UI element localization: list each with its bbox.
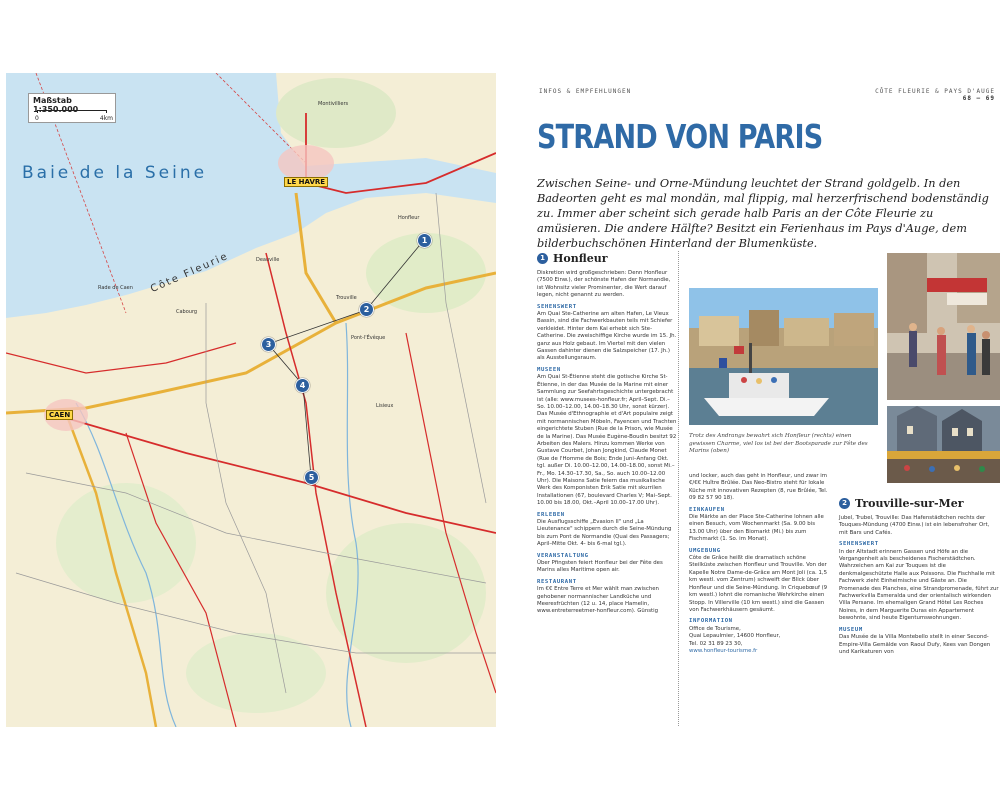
- trouville-museum: Das Musée de la Villa Montebello stellt in einer Second-Empire-Villa Gemälde von Raoul Dufy, Kees van Dongen und Karikaturen von: [839, 634, 991, 655]
- column-1: [537, 253, 677, 619]
- subheading: EINKAUFEN: [689, 506, 725, 513]
- place-label: Montivilliers: [318, 101, 349, 107]
- photo-boat-parade-image: [689, 288, 878, 425]
- info-line: Tel. 02 31 89 23 30,: [689, 640, 743, 647]
- subheading: INFORMATION: [689, 618, 733, 625]
- column-3: [839, 498, 999, 659]
- intro-paragraph: Zwischen Seine- und Orne-Mündung leuchtet der Strand goldgelb. In den Badeorten geht es mal mondän, mal flippig, mal herzerfrischend bodenständig zu. Immer aber scheint sich gerade halb Paris an der Côte Fleurie zu amüsieren. Die andere Hälfte? Besitzt ein Ferienhaus im Pays d'Auge, dem bilderbuchschönen Hinterland der Blumenküste.: [537, 177, 989, 250]
- honfleur-information: [689, 626, 829, 656]
- place-label: Trouville: [336, 295, 357, 301]
- subheading: ERLEBEN: [537, 511, 565, 518]
- sea-label: Baie de la Seine: [22, 163, 208, 183]
- map-marker[interactable]: 2: [359, 302, 374, 317]
- page-numbers: 68 – 69: [962, 95, 995, 102]
- subheading: SEHENSWERT: [537, 303, 577, 310]
- honfleur-sehenswert: Am Quai Ste-Catherine am alten Hafen, Le Vieux Bassin, sind die Fachwerkbauten teils mit Schiefer verkleidet. Hinter dem Kai erhebt sich Ste-Catherine. Die zweischiffige Kirche wurde im 15. Jh. ganz aus Holz gebaut. Im Viertel mit den vielen Gassen dahinter dienen die Salzspeicher (17. Jh.) als Ausstellungsraum.: [537, 311, 677, 362]
- subheading: RESTAURANT: [537, 578, 577, 585]
- place-label: Rade de Caen: [98, 285, 133, 291]
- photo-honfleur-harbour: [887, 406, 1000, 483]
- honfleur-umgebung: Côte de Grâce heißt die dramatisch schöne Steilküste zwischen Honfleur und Trouville. Von der Kapelle Notre Dame-de-Grâce am Mont Joli (ca. 1,5 km westl. vom Zentrum) schweift der Blick über Honfleur und die Seine-Mündung. In Criquebœuf (9 km westl.) lohnt die romanische Wehrkirche einen Stopp. In Villerville (10 km westl.) sind die Gassen von Fachwerkhäusern gesäumt.: [689, 555, 828, 613]
- map-marker[interactable]: 3: [261, 337, 276, 352]
- trouville-intro: Jubel, Trubel, Trouville: Das Hafenstädtchen rechts der Touques-Mündung (4700 Einw.) ist ein lebensfroher Ort, mit Bars und Cafés.: [839, 515, 990, 536]
- section-title: Trouville-sur-Mer: [855, 496, 964, 510]
- running-head-right-text: CÔTE FLEURIE & PAYS D'AUGE: [875, 88, 995, 95]
- info-line: Office de Tourisme,: [689, 625, 741, 632]
- section-title: Honfleur: [553, 251, 608, 265]
- photo-caption: Trotz des Andrangs bewahrt sich Honfleur (rechts) einen gewissen Charme, viel los ist bei der Bootsparade zur Fête des Marins (oben): [689, 433, 868, 454]
- place-label: Cabourg: [176, 309, 198, 315]
- section-number: 1: [537, 253, 548, 264]
- road-map: [6, 73, 496, 727]
- column-2: [689, 473, 829, 658]
- page-title: STRAND VON PARIS: [537, 117, 823, 156]
- place-label: Honfleur: [398, 215, 420, 221]
- subheading: UMGEBUNG: [689, 547, 721, 554]
- honfleur-erleben: Die Ausflugsschiffe „Evasion II" und „La Lieutenance" schippern durch die Seine-Mündung bis zum Pont de Normandie (Quai des Passagers; April–Mitte Okt. 4- bis 6-mal tgl.).: [537, 519, 672, 548]
- info-line: Quai Lepaulmier, 14600 Honfleur,: [689, 633, 781, 640]
- place-label: Deauville: [256, 257, 280, 263]
- place-label: Pont-l'Évêque: [351, 335, 386, 341]
- city-label-caen: CAEN: [46, 410, 73, 420]
- honfleur-museen: Am Quai St-Étienne steht die gotische Kirche St-Étienne, in der das Musée de la Marine mit einer Sammlung zur Seefahrtsgeschichte untergebracht ist (alle: www.musees-honfleur.fr; April–Sept. Di.–So. 10.00–12.00, 14.00–18.30 Uhr, sonst kürzer). Das Musée d'Ethnographie et d'Art populaire zeigt mit normannischen Möbeln, Fayencen und Trachten eingerichtete Stuben (Rue de la Prison, wie Musée de la Marine). Das Musée Eugène-Boudin besitzt 92 Arbeiten des Malers. Hinzu kommen Werke von Gustave Courbet, Johan Jongkind, Claude Monet (Rue de l'Homme de Bois; Ende Juni–Anfang Okt. tgl. außer Di. 10.00–12.00, 14.00–18.00, sonst Mi.–Fr., Mo. 14.30–17.30, Sa., So. auch 10.00–12.00 Uhr). Die Maisons Satie feiern das musikalische Werk des Komponisten Erik Satie mit skurrilen Installationen (67, boulevard Charles V; Mai–Sept. 10.00 bis 18.00, Okt.–April 10.00–17.00 Uhr).: [537, 374, 677, 507]
- map-marker[interactable]: 4: [295, 378, 310, 393]
- photo-boat-parade: [689, 288, 878, 425]
- coast-label: Côte Fleurie: [149, 250, 231, 296]
- photo-honfleur-street: [887, 253, 1000, 400]
- honfleur-restaurant: Im €€ Entre Terre et Mer wählt man zwischen gehobener normannischer Landküche und Meeresfrüchten (12 u. 14, place Hamelin, www.entreterreetmer-honfleur.com). Günstig: [537, 586, 659, 615]
- map-scale-tick: 0: [35, 115, 39, 122]
- photo-honfleur-harbour-image: [887, 406, 1000, 483]
- place-label: Lisieux: [376, 403, 394, 409]
- section-heading-trouville: [839, 498, 999, 509]
- map-marker[interactable]: 5: [304, 470, 319, 485]
- subheading: MUSEUM: [839, 626, 863, 633]
- photo-honfleur-street-image: [887, 253, 1000, 400]
- honfleur-veranstaltung: Über Pfingsten feiert Honfleur bei der Fête des Marins alles Maritime open air.: [537, 560, 663, 574]
- map-scale-tick: 4km: [99, 115, 113, 122]
- running-head-right: [875, 88, 995, 102]
- map-scale: [28, 93, 116, 123]
- column-divider: [678, 251, 679, 726]
- honfleur-einkaufen: Die Märkte an der Place Ste-Catherine lohnen alle einen Besuch, vom Wochenmarkt (Sa. 9.00 bis 13.00 Uhr) über den Biomarkt (Mi.) bis zum Fischmarkt (1. So. im Monat).: [689, 514, 824, 543]
- map-scale-label: Maßstab 1:350.000: [33, 96, 79, 114]
- info-link[interactable]: www.honfleur-tourisme.fr: [689, 647, 758, 654]
- honfleur-intro: Diskretion wird großgeschrieben: Denn Honfleur (7500 Einw.), der schönste Hafen der Normandie, ist Wohnsitz vieler Prominenter, die Wert darauf legen, nicht genannt zu werden.: [537, 270, 671, 299]
- map-scale-ticks: [35, 115, 113, 122]
- trouville-sehenswert: In der Altstadt erinnern Gassen und Höfe an die Vergangenheit als bescheidenes Fischerstädtchen. Wahrzeichen am Kai zur Touques ist die denkmalgeschützte Halle aux Poissons. Die Fischhalle mit Fachwerk zieht Einheimische und Gäste an. Die Promenade des Planches, eine Strandpromenade, führt zur Fachwerkvilla Esmeralda und der orientalisch wirkenden Villa Persane. Im ehemaligen Grand Hôtel Les Roches Noires, in dem Marguerite Duras ein Appartement bewohnte, sind heute Eigentumswohnungen.: [839, 548, 999, 622]
- honfleur-restaurant-continued: und locker, auch das geht in Honfleur, und zwar im €/€€ Huître Brûlée. Das Neo-Bistro steht für lokale Küche mit innovativen Rezepten (8, rue Brûlée, Tel. 09 82 57 90 18).: [689, 473, 828, 502]
- section-number: 2: [839, 498, 850, 509]
- running-head-left: INFOS & EMPFEHLUNGEN: [539, 88, 632, 95]
- map-marker[interactable]: 1: [417, 233, 432, 248]
- map-scale-bar: [37, 110, 107, 113]
- city-label-le-havre: LE HAVRE: [284, 177, 328, 187]
- subheading: VERANSTALTUNG: [537, 552, 589, 559]
- subheading: MUSEEN: [537, 366, 561, 373]
- subheading: SEHENSWERT: [839, 541, 879, 548]
- section-heading-honfleur: [537, 253, 677, 264]
- guide-page: [515, 73, 1000, 727]
